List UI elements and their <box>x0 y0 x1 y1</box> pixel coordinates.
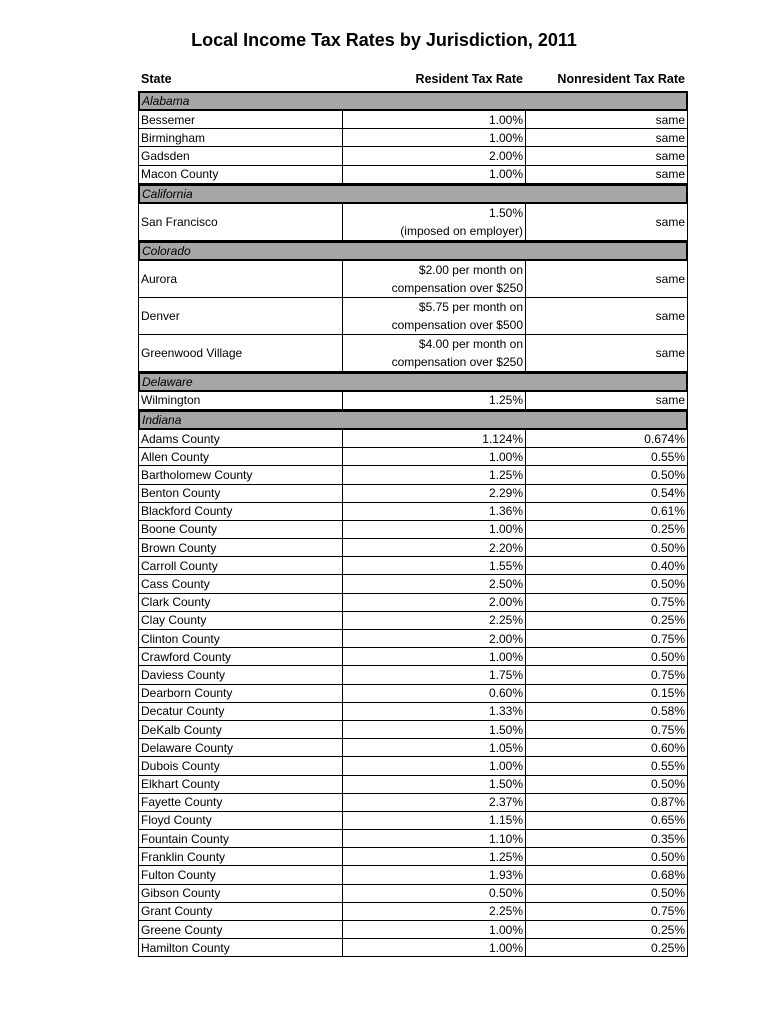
jurisdiction-name: Clinton County <box>139 630 343 647</box>
table-row <box>138 630 688 648</box>
nonresident-rate: 0.25% <box>650 613 685 628</box>
nonresident-rate: 0.75% <box>650 722 685 737</box>
nonresident-rate: 0.75% <box>650 667 685 682</box>
jurisdiction-name: Allen County <box>139 448 343 465</box>
tax-rate-table <box>138 91 688 957</box>
table-row <box>138 921 688 939</box>
nonresident-rate: 0.40% <box>650 558 685 573</box>
resident-rate: 1.36% <box>343 503 526 520</box>
resident-rate: 2.50% <box>343 575 526 592</box>
table-row <box>138 539 688 557</box>
resident-rate: 1.00% <box>343 111 526 128</box>
state-header-row <box>138 91 688 111</box>
jurisdiction-name: Delaware County <box>139 739 343 756</box>
resident-rate: 1.25% <box>343 392 526 409</box>
nonresident-rate: 0.75% <box>650 904 685 919</box>
resident-rate: 1.00% <box>343 521 526 538</box>
table-row <box>138 648 688 666</box>
table-row <box>138 392 688 410</box>
resident-rate: 0.50% <box>343 885 526 902</box>
table-row <box>138 612 688 630</box>
table-row <box>138 812 688 830</box>
table-row <box>138 557 688 575</box>
header-nonresident-rate: Nonresident Tax Rate <box>557 72 685 86</box>
jurisdiction-name: Dubois County <box>139 757 343 774</box>
nonresident-rate: 0.61% <box>650 504 685 519</box>
resident-rate: 2.37% <box>343 794 526 811</box>
resident-rate: 2.00% <box>343 147 526 164</box>
nonresident-rate: 0.50% <box>650 577 685 592</box>
nonresident-rate: 0.65% <box>650 813 685 828</box>
table-row <box>138 166 688 184</box>
jurisdiction-name: Fulton County <box>139 866 343 883</box>
jurisdiction-name: Adams County <box>139 430 343 447</box>
resident-rate: 1.55% <box>343 557 526 574</box>
table-row <box>138 204 688 241</box>
nonresident-rate: 0.54% <box>650 486 685 501</box>
resident-rate: 1.25% <box>343 848 526 865</box>
resident-rate-line1: $2.00 per month on <box>418 262 523 277</box>
table-row <box>138 335 688 372</box>
resident-rate: 1.00% <box>343 448 526 465</box>
state-name: Colorado <box>142 243 191 258</box>
table-row <box>138 521 688 539</box>
jurisdiction-name: Elkhart County <box>139 776 343 793</box>
state-name: Alabama <box>142 94 190 108</box>
jurisdiction-name: San Francisco <box>139 204 343 240</box>
nonresident-rate: 0.674% <box>644 431 685 446</box>
jurisdiction-name: DeKalb County <box>139 721 343 738</box>
jurisdiction-name: Franklin County <box>139 848 343 865</box>
nonresident-rate: 0.25% <box>650 922 685 937</box>
resident-rate: 1.00% <box>343 757 526 774</box>
resident-rate: 1.00% <box>343 921 526 938</box>
header-state: State <box>141 72 172 86</box>
jurisdiction-name: Floyd County <box>139 812 343 829</box>
page-title: Local Income Tax Rates by Jurisdiction, 2011 <box>191 30 577 50</box>
jurisdiction-name: Boone County <box>139 521 343 538</box>
jurisdiction-name: Bessemer <box>139 111 343 128</box>
jurisdiction-name: Decatur County <box>139 703 343 720</box>
table-row <box>138 485 688 503</box>
table-row <box>138 685 688 703</box>
jurisdiction-name: Greenwood Village <box>139 335 343 371</box>
nonresident-rate: same <box>655 345 685 360</box>
nonresident-rate: same <box>655 112 685 127</box>
table-row <box>138 903 688 921</box>
jurisdiction-name: Greene County <box>139 921 343 938</box>
table-row <box>138 794 688 812</box>
nonresident-rate: same <box>655 148 685 163</box>
resident-rate <box>343 335 526 371</box>
state-header-row <box>138 372 688 392</box>
nonresident-rate: same <box>655 393 685 408</box>
nonresident-rate: same <box>655 308 685 323</box>
nonresident-rate: 0.50% <box>650 540 685 555</box>
jurisdiction-name: Clay County <box>139 612 343 629</box>
table-row <box>138 575 688 593</box>
nonresident-rate: 0.55% <box>650 449 685 464</box>
nonresident-rate: 0.75% <box>650 595 685 610</box>
jurisdiction-name: Bartholomew County <box>139 466 343 483</box>
jurisdiction-name: Fayette County <box>139 794 343 811</box>
jurisdiction-name: Grant County <box>139 903 343 920</box>
state-name: Delaware <box>142 374 193 389</box>
nonresident-rate: 0.50% <box>650 649 685 664</box>
resident-rate <box>343 261 526 297</box>
jurisdiction-name: Brown County <box>139 539 343 556</box>
jurisdiction-name: Macon County <box>139 166 343 183</box>
resident-rate: 1.00% <box>343 939 526 956</box>
table-row <box>138 147 688 165</box>
resident-rate: 1.10% <box>343 830 526 847</box>
resident-rate-line2: compensation over $250 <box>391 354 523 369</box>
state-name: California <box>142 186 193 201</box>
jurisdiction-name: Daviess County <box>139 666 343 683</box>
table-row <box>138 666 688 684</box>
nonresident-rate: 0.50% <box>650 886 685 901</box>
resident-rate <box>343 204 526 240</box>
nonresident-rate: 0.25% <box>650 940 685 955</box>
resident-rate: 1.75% <box>343 666 526 683</box>
table-row <box>138 129 688 147</box>
jurisdiction-name: Carroll County <box>139 557 343 574</box>
table-row <box>138 430 688 448</box>
resident-rate: 2.29% <box>343 485 526 502</box>
nonresident-rate: same <box>655 271 685 286</box>
resident-rate: 0.60% <box>343 685 526 702</box>
nonresident-rate: 0.50% <box>650 777 685 792</box>
resident-rate: 1.15% <box>343 812 526 829</box>
jurisdiction-name: Aurora <box>139 261 343 297</box>
state-name: Indiana <box>142 412 182 427</box>
nonresident-rate: 0.35% <box>650 831 685 846</box>
table-row <box>138 830 688 848</box>
nonresident-rate: 0.15% <box>650 686 685 701</box>
table-row <box>138 739 688 757</box>
jurisdiction-name: Blackford County <box>139 503 343 520</box>
resident-rate: 2.20% <box>343 539 526 556</box>
table-row <box>138 885 688 903</box>
resident-rate: 2.00% <box>343 630 526 647</box>
resident-rate: 2.25% <box>343 903 526 920</box>
table-row <box>138 503 688 521</box>
jurisdiction-name: Gadsden <box>139 147 343 164</box>
nonresident-rate: 0.50% <box>650 849 685 864</box>
resident-rate: 1.00% <box>343 129 526 146</box>
nonresident-rate: same <box>655 167 685 182</box>
resident-rate: 1.93% <box>343 866 526 883</box>
nonresident-rate: 0.55% <box>650 758 685 773</box>
nonresident-rate: 0.58% <box>650 704 685 719</box>
resident-rate: 1.50% <box>343 721 526 738</box>
jurisdiction-name: Birmingham <box>139 129 343 146</box>
resident-rate: 1.25% <box>343 466 526 483</box>
jurisdiction-name: Crawford County <box>139 648 343 665</box>
resident-rate-line2: (imposed on employer) <box>400 223 523 238</box>
jurisdiction-name: Clark County <box>139 594 343 611</box>
resident-rate: 1.00% <box>343 166 526 183</box>
table-row <box>138 298 688 335</box>
resident-rate-line2: compensation over $500 <box>391 317 523 332</box>
table-row <box>138 466 688 484</box>
nonresident-rate: 0.50% <box>650 467 685 482</box>
table-row <box>138 594 688 612</box>
resident-rate-line1: 1.50% <box>488 205 523 220</box>
table-row <box>138 757 688 775</box>
jurisdiction-name: Fountain County <box>139 830 343 847</box>
table-row <box>138 448 688 466</box>
nonresident-rate: 0.75% <box>650 631 685 646</box>
jurisdiction-name: Gibson County <box>139 885 343 902</box>
table-row <box>138 261 688 298</box>
nonresident-rate: 0.68% <box>650 868 685 883</box>
table-row <box>138 721 688 739</box>
table-row <box>138 703 688 721</box>
resident-rate <box>343 298 526 334</box>
table-row <box>138 848 688 866</box>
resident-rate-line1: $5.75 per month on <box>418 299 523 314</box>
table-row <box>138 939 688 957</box>
table-row <box>138 111 688 129</box>
jurisdiction-name: Benton County <box>139 485 343 502</box>
jurisdiction-name: Cass County <box>139 575 343 592</box>
state-header-row <box>138 184 688 204</box>
resident-rate: 1.124% <box>343 430 526 447</box>
resident-rate: 1.33% <box>343 703 526 720</box>
resident-rate: 2.25% <box>343 612 526 629</box>
resident-rate: 1.05% <box>343 739 526 756</box>
resident-rate: 2.00% <box>343 594 526 611</box>
nonresident-rate: same <box>655 130 685 145</box>
resident-rate-line1: $4.00 per month on <box>418 336 523 351</box>
nonresident-rate: same <box>655 214 685 229</box>
jurisdiction-name: Wilmington <box>139 392 343 409</box>
state-header-row <box>138 410 688 430</box>
header-resident-rate: Resident Tax Rate <box>415 72 523 86</box>
table-header <box>138 72 688 90</box>
jurisdiction-name: Denver <box>139 298 343 334</box>
resident-rate-line2: compensation over $250 <box>391 280 523 295</box>
state-header-row <box>138 241 688 261</box>
table-row <box>138 866 688 884</box>
table-row <box>138 776 688 794</box>
nonresident-rate: 0.60% <box>650 740 685 755</box>
jurisdiction-name: Hamilton County <box>139 939 343 956</box>
nonresident-rate: 0.87% <box>650 795 685 810</box>
resident-rate: 1.50% <box>343 776 526 793</box>
jurisdiction-name: Dearborn County <box>139 685 343 702</box>
resident-rate: 1.00% <box>343 648 526 665</box>
nonresident-rate: 0.25% <box>650 522 685 537</box>
